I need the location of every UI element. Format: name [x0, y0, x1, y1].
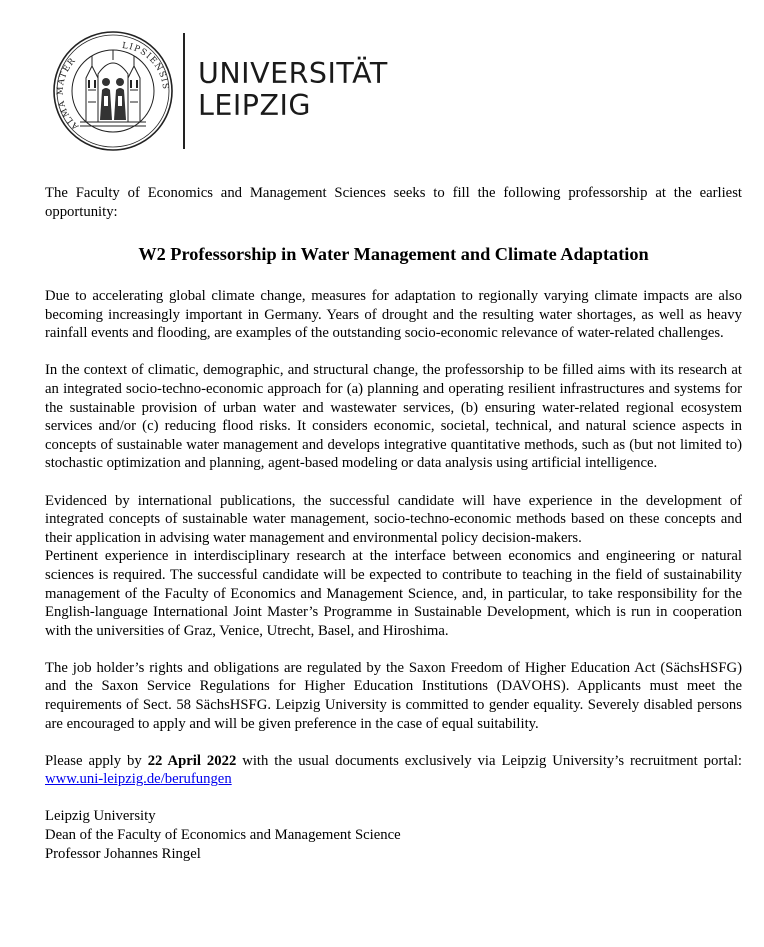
wordmark-line-1: UNIVERSITÄT	[198, 57, 388, 90]
research-paragraph: In the context of climatic, demographic, and structural change, the professorship to be filled aims with its research at an integrated socio-techno-economic approach for (a) planning and operating resilient infrastructures and systems for the sustainable provision of urban water and wastewater services, (b) ensuring water-related regional ecosystem services and/or (c) reducing flood risks. It considers economic, societal, technical, and natural science aspects in concepts of sustainable water management and develops integrative quantitative methods, such as (but not limited to) stochastic optimization and planning, agent-based modeling or data analysis using artificial intelligence.	[45, 362, 742, 472]
wordmark-line-2: LEIPZIG	[198, 89, 311, 122]
apply-text-after: with the usual documents exclusively via Leipzig University’s recruitment portal:	[236, 752, 742, 769]
header-divider	[183, 33, 185, 149]
university-seal-icon	[52, 30, 174, 152]
recruitment-portal-link[interactable]: www.uni-leipzig.de/berufungen	[45, 771, 232, 788]
seal-motto-right: LIPSIENSIS	[121, 40, 171, 91]
requirements-paragraph-1: Evidenced by international publications, the successful candidate will have experience in the development of integrated concepts of sustainable water management, socio-techno-economic methods based on these concepts and their application in advising water management and environmental policy decision-makers.	[45, 492, 742, 546]
intro-paragraph: The Faculty of Economics and Management Sciences seeks to fill the following professorship at the earliest opportunity:	[45, 185, 742, 220]
context-paragraph: Due to accelerating global climate change, measures for adaptation to regionally varying climate impacts are also becoming increasingly important in Germany. Years of drought and the resulting water shortages, as well as heavy rainfall events and flooding, are examples of the outstanding socio-economic relevance of water-related challenges.	[45, 288, 742, 342]
apply-text-before: Please apply by	[45, 752, 148, 769]
signature-role: Dean of the Faculty of Economics and Management Science	[45, 826, 401, 843]
university-wordmark	[198, 58, 388, 122]
university-header	[52, 30, 412, 152]
signature-institution: Leipzig University	[45, 808, 156, 825]
position-title: W2 Professorship in Water Management and Climate Adaptation	[138, 244, 649, 265]
application-deadline: 22 April 2022	[147, 752, 237, 769]
signature-name: Professor Johannes Ringel	[45, 845, 201, 862]
requirements-paragraph-2: Pertinent experience in interdisciplinary research at the interface between economics and engineering or natural sciences is required. The successful candidate will be expected to contribute to teaching in the field of sustainability management of the Faculty of Economics and Management Science, and, in particular, to take responsibility for the English-language International Joint Master’s Programme in Sustainable Development, which is run in cooperation with the universities of Graz, Venice, Utrecht, Basel, and Hiroshima.	[45, 548, 742, 639]
seal-motto-left: ALMA MATER	[55, 55, 82, 132]
legal-paragraph: The job holder’s rights and obligations are regulated by the Saxon Freedom of Higher Education Act (SächsHSFG) and the Saxon Service Regulations for Higher Education Institutions (DAVOHS). Applicants must meet the requirements of Sect. 58 SächsHSFG. Leipzig University is committed to gender equality. Severely disabled persons are encouraged to apply and will be given preference in the case of equal suitability.	[45, 659, 742, 732]
signature-block	[45, 807, 742, 863]
document-body	[45, 184, 742, 863]
application-paragraph	[45, 752, 742, 789]
